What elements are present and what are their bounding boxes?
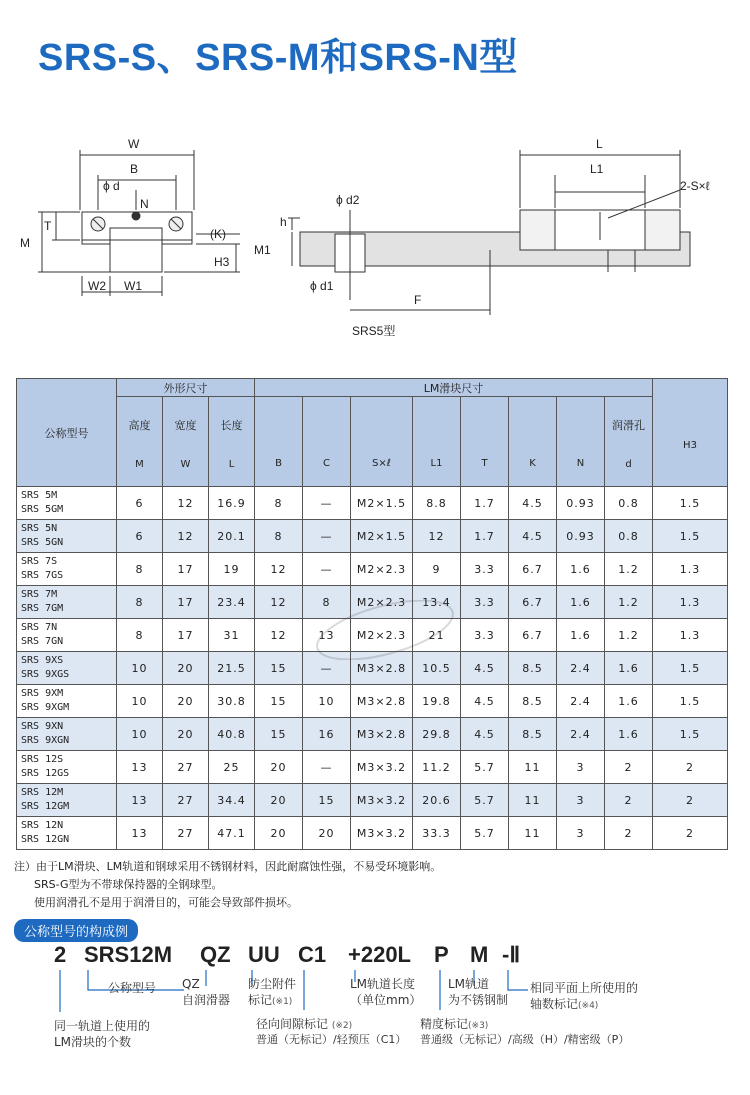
value-cell: M3×2.8	[351, 685, 413, 718]
value-cell: 2	[605, 751, 653, 784]
value-cell: 6.7	[509, 586, 557, 619]
value-cell: 20	[163, 685, 209, 718]
value-cell: 2	[653, 817, 728, 850]
value-cell: 5.7	[461, 784, 509, 817]
value-cell: 13.4	[413, 586, 461, 619]
value-cell: 47.1	[209, 817, 255, 850]
value-cell: 15	[255, 718, 303, 751]
code-length: +220L	[348, 942, 411, 967]
model-cell: SRS 12N SRS 12GN	[17, 817, 117, 850]
header-width: 宽度 W	[163, 397, 209, 487]
value-cell: 4.5	[461, 685, 509, 718]
label-l: L	[596, 137, 603, 151]
value-cell: 12	[255, 553, 303, 586]
value-cell: 3	[557, 784, 605, 817]
value-cell: 30.8	[209, 685, 255, 718]
value-cell: 8	[117, 553, 163, 586]
value-cell: 8.5	[509, 652, 557, 685]
value-cell: 21	[413, 619, 461, 652]
value-cell: 8	[255, 487, 303, 520]
value-cell: 12	[163, 487, 209, 520]
label-m1: M1	[254, 243, 271, 257]
value-cell: 1.6	[605, 652, 653, 685]
cap-axis: 轴数标记(※4)	[530, 997, 599, 1011]
value-cell: 20	[163, 718, 209, 751]
value-cell: 8	[117, 619, 163, 652]
value-cell: 5.7	[461, 817, 509, 850]
label-phi-d: ϕ d	[103, 179, 120, 193]
label-phi-d1: ϕ d1	[310, 279, 334, 293]
header-length: 长度 L	[209, 397, 255, 487]
value-cell: 13	[303, 619, 351, 652]
value-cell: 2.4	[557, 718, 605, 751]
cap-qz-2: 自润滑器	[182, 993, 231, 1007]
cap-qz-1: QZ	[182, 977, 200, 991]
value-cell: 1.7	[461, 487, 509, 520]
value-cell: 40.8	[209, 718, 255, 751]
value-cell: 12	[255, 586, 303, 619]
value-cell: 2	[605, 784, 653, 817]
header-lm-block: LM滑块尺寸	[255, 379, 653, 397]
value-cell: 1.6	[557, 586, 605, 619]
value-cell: 16.9	[209, 487, 255, 520]
value-cell: 31	[209, 619, 255, 652]
value-cell: 12	[255, 619, 303, 652]
value-cell: 8.5	[509, 718, 557, 751]
model-cell: SRS 12S SRS 12GS	[17, 751, 117, 784]
value-cell: 15	[255, 652, 303, 685]
value-cell: 2	[653, 751, 728, 784]
header-s: S×ℓ	[351, 397, 413, 487]
value-cell: 6	[117, 487, 163, 520]
header-height: 高度 M	[117, 397, 163, 487]
value-cell: 3	[557, 817, 605, 850]
value-cell: 1.7	[461, 520, 509, 553]
label-m: M	[20, 236, 30, 250]
value-cell: 5.7	[461, 751, 509, 784]
code-uu: UU	[248, 942, 280, 967]
value-cell: 25	[209, 751, 255, 784]
code-c1: C1	[298, 942, 327, 967]
value-cell: 2.4	[557, 652, 605, 685]
value-cell: M2×2.3	[351, 586, 413, 619]
value-cell: 0.93	[557, 520, 605, 553]
value-cell: 20	[303, 817, 351, 850]
value-cell: 27	[163, 751, 209, 784]
value-cell: M3×2.8	[351, 718, 413, 751]
cap-len-2: （单位mm）	[350, 993, 422, 1007]
value-cell: 33.3	[413, 817, 461, 850]
value-cell: 6	[117, 520, 163, 553]
value-cell: —	[303, 553, 351, 586]
code-qz: QZ	[200, 942, 231, 967]
label-h: h	[280, 215, 287, 229]
value-cell: 10	[117, 718, 163, 751]
value-cell: —	[303, 520, 351, 553]
value-cell: 1.3	[653, 553, 728, 586]
label-s: 2-S×ℓ	[680, 179, 710, 193]
value-cell: 15	[303, 784, 351, 817]
value-cell: 17	[163, 586, 209, 619]
value-cell: —	[303, 652, 351, 685]
value-cell: M3×2.8	[351, 652, 413, 685]
value-cell: 0.8	[605, 520, 653, 553]
value-cell: 20.6	[413, 784, 461, 817]
cap-model: 公称型号	[108, 981, 157, 995]
header-k: K	[509, 397, 557, 487]
label-h3: H3	[214, 255, 230, 269]
value-cell: 3.3	[461, 553, 509, 586]
value-cell: 1.5	[653, 520, 728, 553]
value-cell: 3	[557, 751, 605, 784]
value-cell: M3×3.2	[351, 751, 413, 784]
label-w2: W2	[88, 279, 106, 293]
value-cell: 9	[413, 553, 461, 586]
value-cell: 1.3	[653, 586, 728, 619]
value-cell: 0.93	[557, 487, 605, 520]
value-cell: M2×2.3	[351, 619, 413, 652]
header-n: N	[557, 397, 605, 487]
note-1: 注）由于LM滑块、LM轨道和钢球采用不锈钢材料，因此耐腐蚀性强，不易受环境影响。	[14, 860, 442, 873]
label-f: F	[414, 293, 422, 307]
value-cell: 3.3	[461, 586, 509, 619]
value-cell: 3.3	[461, 619, 509, 652]
value-cell: 16	[303, 718, 351, 751]
header-l1: L1	[413, 397, 461, 487]
value-cell: M3×3.2	[351, 784, 413, 817]
value-cell: 20	[255, 817, 303, 850]
value-cell: 11	[509, 784, 557, 817]
header-outer: 外形尺寸	[117, 379, 255, 397]
value-cell: 0.8	[605, 487, 653, 520]
note-3: 使用润滑孔不是用于润滑目的，可能会导致部件损坏。	[34, 896, 298, 909]
value-cell: 8.5	[509, 685, 557, 718]
value-cell: 4.5	[461, 718, 509, 751]
cap-prec-2: 普通级（无标记）/高级（H）/精密级（P）	[420, 1033, 630, 1046]
cap-ss-1: LM轨道	[448, 977, 490, 991]
cap-prec: 精度标记(※3)	[420, 1017, 489, 1031]
value-cell: 1.5	[653, 718, 728, 751]
label-l1: L1	[590, 162, 604, 176]
model-cell: SRS 9XM SRS 9XGM	[17, 685, 117, 718]
model-cell: SRS 7S SRS 7GS	[17, 553, 117, 586]
value-cell: 6.7	[509, 619, 557, 652]
value-cell: 1.5	[653, 487, 728, 520]
value-cell: M2×2.3	[351, 553, 413, 586]
cap-axis-1: 相同平面上所使用的	[530, 981, 639, 995]
value-cell: —	[303, 487, 351, 520]
value-cell: 6.7	[509, 553, 557, 586]
value-cell: 20	[163, 652, 209, 685]
code-p: P	[434, 942, 449, 967]
value-cell: 11.2	[413, 751, 461, 784]
value-cell: 20.1	[209, 520, 255, 553]
code-axis: -Ⅱ	[502, 942, 521, 967]
value-cell: 20	[255, 784, 303, 817]
cap-dust-1: 防尘附件	[248, 977, 297, 991]
note-2: SRS-G型为不带球保持器的全钢球型。	[34, 878, 223, 891]
cap-count-2: LM滑块的个数	[54, 1035, 132, 1049]
value-cell: 1.2	[605, 619, 653, 652]
value-cell: 21.5	[209, 652, 255, 685]
value-cell: 8.8	[413, 487, 461, 520]
model-cell: SRS 12M SRS 12GM	[17, 784, 117, 817]
code-count: 2	[54, 942, 67, 967]
cap-count-1: 同一轨道上使用的	[54, 1019, 151, 1033]
label-k: (K)	[210, 227, 226, 241]
value-cell: 1.5	[653, 685, 728, 718]
model-cell: SRS 9XN SRS 9XGN	[17, 718, 117, 751]
model-cell: SRS 5M SRS 5GM	[17, 487, 117, 520]
value-cell: 10	[117, 685, 163, 718]
drawing-caption: SRS5型	[352, 324, 396, 338]
header-c: C	[303, 397, 351, 487]
value-cell: 1.6	[605, 718, 653, 751]
label-phi-d2: ϕ d2	[336, 193, 360, 207]
composition-badge: 公称型号的构成例	[14, 919, 138, 942]
value-cell: 2	[653, 784, 728, 817]
value-cell: 1.6	[605, 685, 653, 718]
model-cell: SRS 9XS SRS 9XGS	[17, 652, 117, 685]
value-cell: —	[303, 751, 351, 784]
header-b: B	[255, 397, 303, 487]
value-cell: 27	[163, 817, 209, 850]
value-cell: 1.2	[605, 553, 653, 586]
header-h3: H3	[653, 379, 728, 487]
label-n: N	[140, 197, 149, 211]
value-cell: 12	[413, 520, 461, 553]
model-cell: SRS 7M SRS 7GM	[17, 586, 117, 619]
value-cell: 29.8	[413, 718, 461, 751]
value-cell: 15	[255, 685, 303, 718]
model-cell: SRS 7N SRS 7GN	[17, 619, 117, 652]
value-cell: 8	[303, 586, 351, 619]
value-cell: 1.6	[557, 553, 605, 586]
label-w1: W1	[124, 279, 142, 293]
label-w: W	[128, 137, 140, 151]
header-model: 公称型号	[17, 379, 117, 487]
value-cell: 4.5	[461, 652, 509, 685]
value-cell: M2×1.5	[351, 520, 413, 553]
value-cell: 10.5	[413, 652, 461, 685]
cap-len-1: LM轨道长度	[350, 977, 416, 991]
cap-dust: 标记(※1)	[248, 993, 293, 1007]
value-cell: 20	[255, 751, 303, 784]
value-cell: 19.8	[413, 685, 461, 718]
value-cell: 1.6	[557, 619, 605, 652]
value-cell: 17	[163, 553, 209, 586]
code-m: M	[470, 942, 489, 967]
cap-ss-2: 为不锈钢制	[448, 993, 509, 1007]
header-t: T	[461, 397, 509, 487]
value-cell: 11	[509, 817, 557, 850]
value-cell: M2×1.5	[351, 487, 413, 520]
value-cell: 27	[163, 784, 209, 817]
label-b: B	[130, 162, 139, 176]
value-cell: 10	[303, 685, 351, 718]
value-cell: M3×3.2	[351, 817, 413, 850]
value-cell: 8	[117, 586, 163, 619]
value-cell: 13	[117, 784, 163, 817]
value-cell: 1.5	[653, 652, 728, 685]
value-cell: 1.3	[653, 619, 728, 652]
value-cell: 17	[163, 619, 209, 652]
cap-clear-2: 普通（无标记）/轻预压（C1）	[256, 1033, 407, 1046]
value-cell: 12	[163, 520, 209, 553]
value-cell: 4.5	[509, 520, 557, 553]
value-cell: 13	[117, 751, 163, 784]
label-t: T	[44, 219, 52, 233]
value-cell: 2.4	[557, 685, 605, 718]
header-lube: 润滑孔 d	[605, 397, 653, 487]
value-cell: 10	[117, 652, 163, 685]
cap-clear: 径向间隙标记 (※2)	[256, 1017, 353, 1031]
value-cell: 8	[255, 520, 303, 553]
value-cell: 34.4	[209, 784, 255, 817]
value-cell: 11	[509, 751, 557, 784]
value-cell: 1.2	[605, 586, 653, 619]
value-cell: 4.5	[509, 487, 557, 520]
value-cell: 2	[605, 817, 653, 850]
value-cell: 13	[117, 817, 163, 850]
value-cell: 23.4	[209, 586, 255, 619]
code-model: SRS12M	[84, 942, 173, 967]
value-cell: 19	[209, 553, 255, 586]
page-title: SRS-S、SRS-M和SRS-N型	[38, 37, 518, 79]
model-cell: SRS 5N SRS 5GN	[17, 520, 117, 553]
